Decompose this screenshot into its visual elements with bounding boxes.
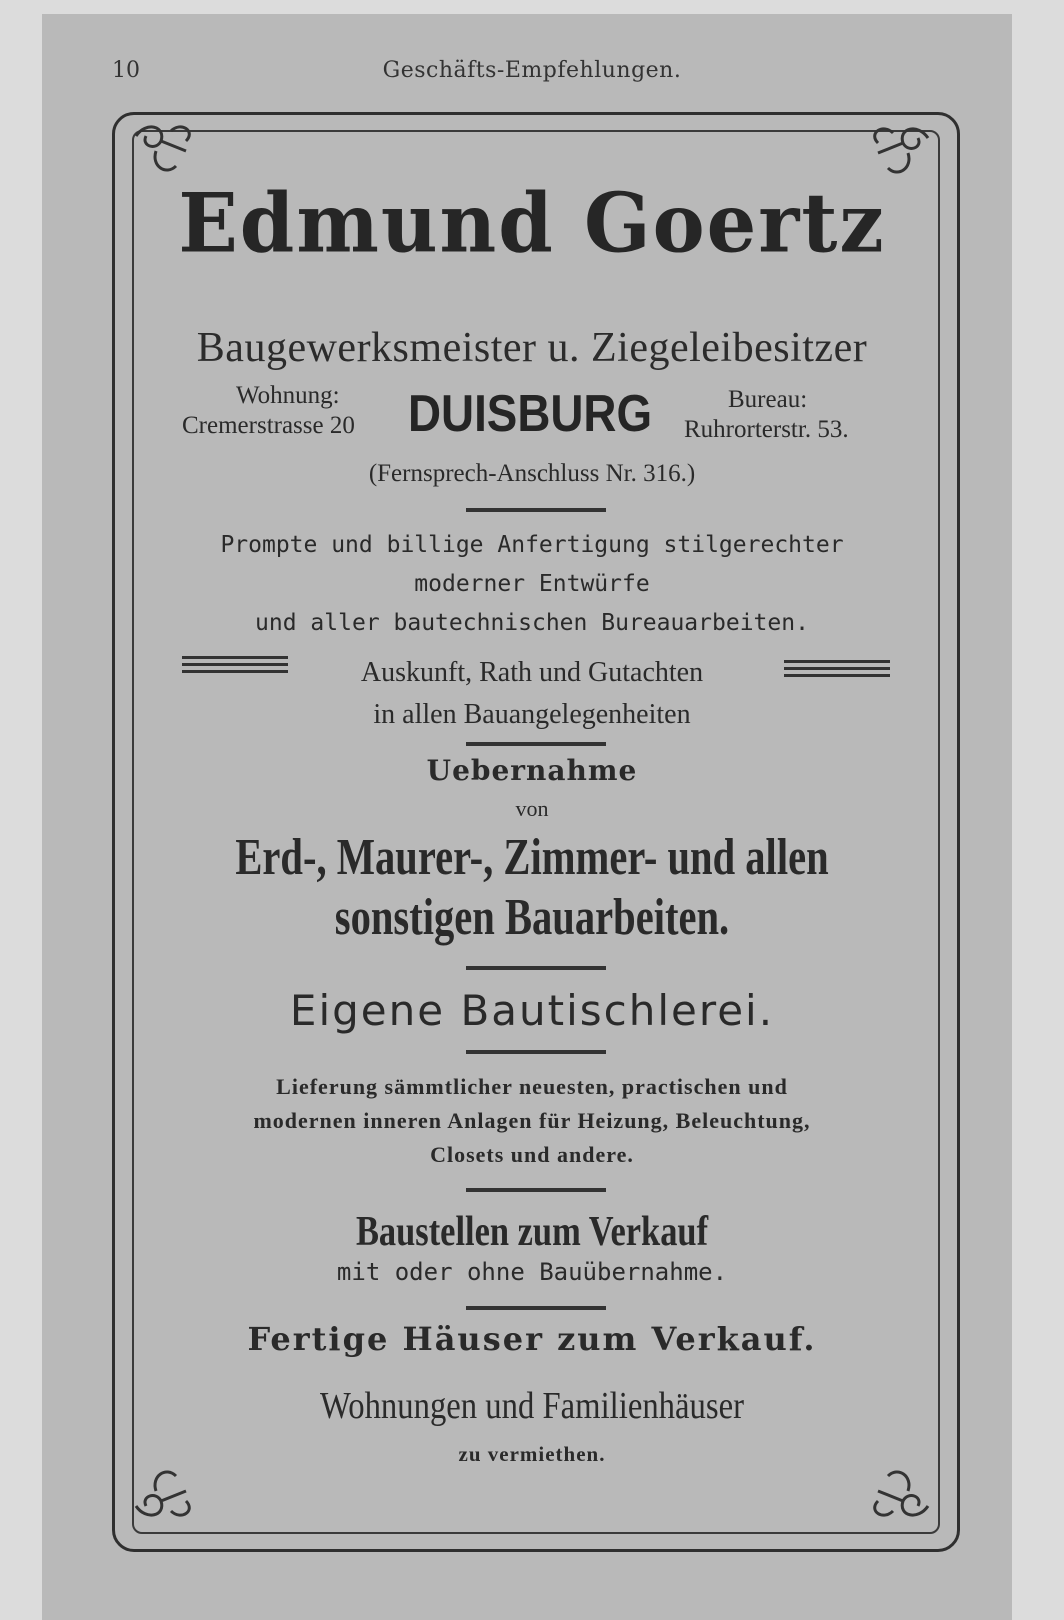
phone-line: (Fernsprech-Anschluss Nr. 316.) bbox=[368, 460, 696, 487]
divider-rule bbox=[466, 1050, 606, 1054]
plots-subheading: mit oder ohne Bauübernahme. bbox=[336, 1258, 728, 1286]
of-word: von bbox=[515, 796, 549, 821]
services-line: Prompte und billige Anfertigung stilgerechter bbox=[220, 532, 844, 558]
divider-rule bbox=[466, 1188, 606, 1192]
services-line: moderner Entwürfe bbox=[414, 571, 650, 597]
advice-line: Auskunft, Rath und Gutachten bbox=[360, 657, 704, 688]
takeover-heading: Uebernahme bbox=[426, 754, 638, 787]
supply-line: modernen inneren Anlagen für Heizung, Beleuchtung, bbox=[253, 1108, 811, 1133]
advice-paragraph bbox=[0, 652, 1064, 736]
city-name: DUISBURG bbox=[408, 385, 653, 443]
home-label: Wohnung: bbox=[236, 382, 340, 409]
company-name: Edmund Goertz bbox=[178, 175, 886, 272]
divider-rule bbox=[466, 508, 606, 512]
trade-description: Baugewerksmeister u. Ziegeleibesitzer bbox=[196, 325, 868, 371]
home-address: Cremerstrasse 20 bbox=[182, 412, 355, 439]
works-heading bbox=[117, 828, 947, 948]
supply-line: Lieferung sämmtlicher neuesten, practischen und bbox=[276, 1074, 788, 1099]
services-line: und aller bautechnischen Bureauarbeiten. bbox=[255, 610, 809, 636]
running-title: Geschäfts-Empfehlungen. bbox=[382, 58, 682, 83]
page-number: 10 bbox=[112, 58, 140, 83]
divider-rule bbox=[466, 742, 606, 746]
rent-line: Wohnungen und Familienhäuser bbox=[320, 1385, 744, 1427]
office-label: Bureau: bbox=[728, 386, 808, 413]
plots-heading: Baustellen zum Verkauf bbox=[355, 1209, 709, 1255]
advice-line: in allen Bauangelegenheiten bbox=[373, 699, 691, 730]
works-line: sonstigen Bauarbeiten. bbox=[334, 889, 730, 946]
services-paragraph bbox=[0, 526, 1064, 643]
office-address: Ruhrorterstr. 53. bbox=[684, 416, 849, 443]
supply-line: Closets und andere. bbox=[430, 1142, 634, 1167]
divider-rule bbox=[466, 966, 606, 970]
works-line: Erd-, Maurer-, Zimmer- und allen bbox=[235, 829, 829, 886]
rent-subline: zu vermiethen. bbox=[458, 1442, 606, 1466]
supply-paragraph bbox=[0, 1070, 1064, 1172]
joinery-heading: Eigene Bautischlerei. bbox=[289, 986, 775, 1035]
houses-heading: Fertige Häuser zum Verkauf. bbox=[247, 1320, 817, 1358]
divider-rule bbox=[466, 1306, 606, 1310]
